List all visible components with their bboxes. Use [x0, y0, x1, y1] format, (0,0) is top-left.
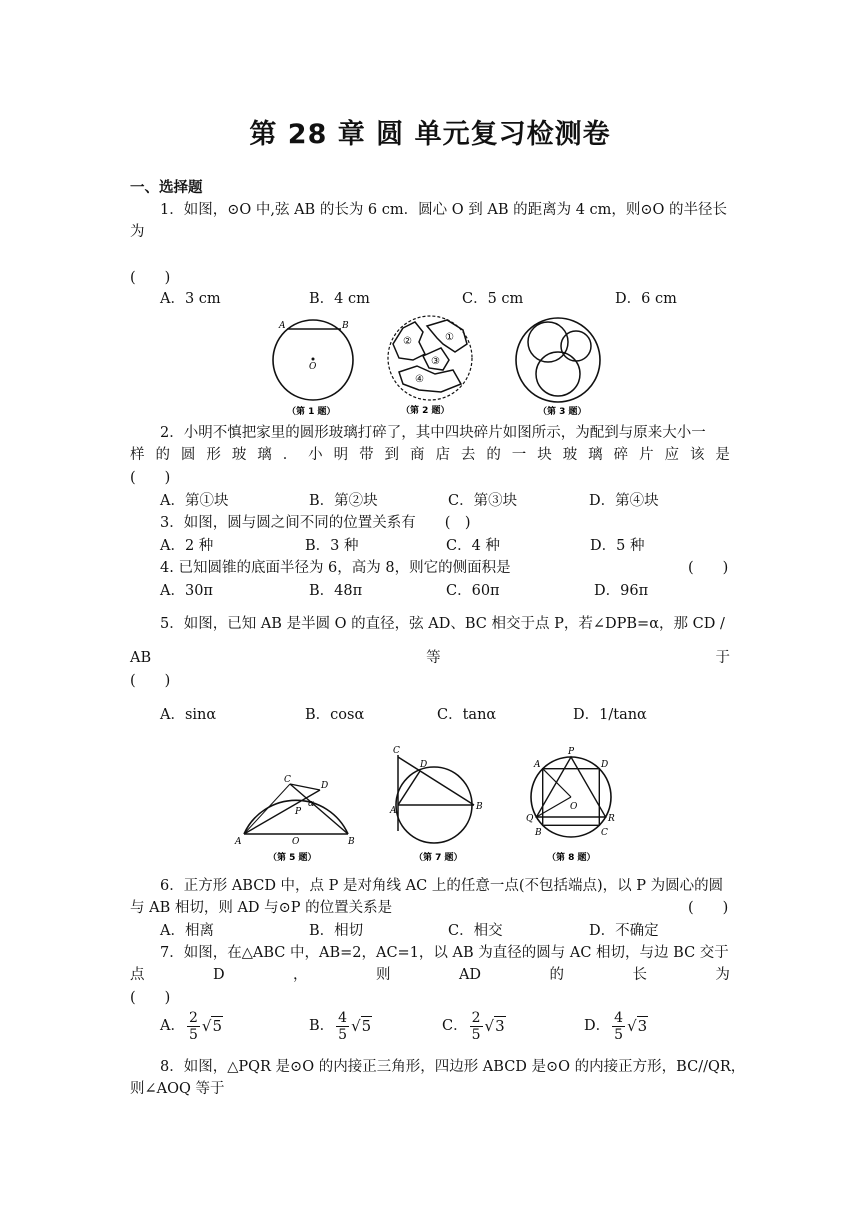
q3-option-b: B．3 种 — [305, 538, 359, 554]
fig2-piece-2: ② — [403, 336, 412, 347]
q7-word: 点 — [130, 967, 145, 983]
q5-word-deng: 等 — [426, 650, 441, 666]
figure-q1 — [265, 315, 365, 420]
q7-text-line2 — [130, 965, 730, 985]
q5-word-ab: AB — [130, 650, 152, 666]
fig5-label-o: O — [292, 837, 300, 847]
fig8-label-d: D — [601, 760, 609, 770]
q2-word: 形 — [206, 447, 221, 463]
q7-option-a: A． $\frac{2}{5}$ √5 — [160, 1009, 223, 1043]
q1-option-a: A．3 cm — [160, 291, 221, 307]
q7-word: D — [212, 967, 225, 983]
q1-option-c: C．5 cm — [462, 291, 524, 307]
fig7-label-a: A — [390, 806, 397, 816]
q7-word: AD — [458, 967, 482, 983]
q7-option-d: D． $\frac{4}{5}$ √3 — [584, 1009, 648, 1043]
q4-option-b: B．48π — [309, 583, 363, 599]
fig7-label-b: B — [476, 802, 483, 812]
q7-word: ， — [293, 967, 308, 983]
q5-option-a: A．sinα — [160, 707, 217, 723]
fig8-label-p: P — [568, 747, 575, 757]
q5-text-line2 — [130, 648, 730, 668]
fig5-label-b: B — [348, 837, 355, 847]
q8-text-line2: 则∠AOQ 等于 — [130, 1081, 225, 1097]
q2-word: 玻 — [231, 447, 247, 463]
q4-option-d: D．96π — [594, 583, 649, 599]
fig2-caption: （第 2 题） — [401, 406, 450, 416]
q2-word: 碎 — [613, 447, 629, 463]
q2-word: 一 — [511, 447, 527, 463]
q7-text-line1: 7．如图，在△ABC 中，AB=2，AC=1，以 AB 为直径的圆与 AC 相切，与边 BC 交于 — [160, 945, 729, 961]
fig8-caption: （第 8 题） — [547, 853, 596, 863]
q6-text-line2: 与 AB 相切，则 AD 与⊙P 的位置关系是 — [130, 900, 393, 916]
q1-option-b: B．4 cm — [309, 291, 370, 307]
q2-word: 到 — [384, 447, 400, 463]
q3-text: 3．如图，圆与圆之间不同的位置关系有 ( ) — [160, 515, 471, 531]
q2-word: 去 — [460, 447, 476, 463]
q6-text-line1: 6．正方形 ABCD 中，点 P 是对角线 AC 上的任意一点(不包括端点)，以 P 为圆心的圆 — [160, 878, 724, 894]
section-heading: 一、选择题 — [130, 180, 203, 196]
q2-word: 璃 — [257, 447, 272, 463]
q1-text-line1: 1．如图，⊙O 中,弦 AB 的长为 6 cm．圆心 O 到 AB 的距离为 4 cm，则⊙O 的半径长 — [160, 202, 728, 218]
q4-answer-paren: ( ) — [688, 560, 729, 576]
fig2-piece-1: ① — [445, 332, 454, 343]
q2-text-line1: 2．小明不慎把家里的圆形玻璃打碎了，其中四块碎片如图所示，为配到与原来大小一 — [160, 425, 706, 441]
fig8-label-a: A — [534, 760, 541, 770]
fig8-label-b: B — [535, 828, 542, 838]
q2-option-b: B．第②块 — [309, 493, 378, 509]
figure-q7 — [390, 745, 490, 865]
q6-answer-paren: ( ) — [688, 900, 729, 916]
q2-option-d: D．第④块 — [589, 493, 659, 509]
q2-word: 的 — [155, 447, 170, 463]
fig1-label-b: B — [342, 321, 349, 331]
q7-answer-paren: ( ) — [130, 990, 171, 1006]
q6-option-d: D．不确定 — [589, 923, 659, 939]
q1-answer-paren: ( ) — [130, 270, 171, 286]
q2-word: 圆 — [180, 447, 196, 463]
q5-option-d: D．1/tanα — [573, 707, 647, 723]
fig8-label-c: C — [601, 828, 608, 838]
q2-word: ． — [282, 447, 298, 463]
q6-option-c: C．相交 — [448, 923, 503, 939]
fig3-caption: （第 3 题） — [538, 407, 587, 417]
q2-word: 块 — [537, 447, 552, 463]
q4-option-c: C．60π — [446, 583, 500, 599]
fig8-label-o: O — [570, 802, 578, 812]
q5-answer-paren: ( ) — [130, 673, 171, 689]
q2-word: 应 — [664, 447, 680, 463]
q2-word: 店 — [435, 447, 450, 463]
q5-option-b: B．cosα — [305, 707, 365, 723]
q8-text-line1: 8．如图，△PQR 是⊙O 的内接正三角形，四边形 ABCD 是⊙O 的内接正方形，BC//QR， — [160, 1059, 746, 1075]
fig2-piece-3: ③ — [431, 356, 440, 367]
q2-word: 带 — [359, 447, 374, 463]
q2-word: 片 — [639, 447, 654, 463]
q7-word: 的 — [549, 967, 565, 983]
fig1-label-a: A — [279, 321, 286, 331]
q2-word: 明 — [333, 447, 349, 463]
fig2-piece-4: ④ — [415, 374, 424, 385]
fig5-label-c: C — [284, 775, 291, 785]
fig7-caption: （第 7 题） — [414, 853, 463, 863]
fig7-label-d: D — [420, 760, 428, 770]
q2-word: 样 — [130, 447, 145, 463]
q7-word: 长 — [632, 967, 647, 983]
q5-text-line1: 5．如图，已知 AB 是半圆 O 的直径，弦 AD、BC 相交于点 P，若∠DPB=α，那 CD / — [160, 616, 725, 632]
fig8-label-r: R — [608, 814, 615, 824]
q5-word-yu: 于 — [715, 650, 730, 666]
q2-word: 小 — [308, 447, 323, 463]
figure-q5 — [232, 770, 357, 865]
q6-option-a: A．相离 — [160, 923, 214, 939]
page-title: 第 28 章 圆 单元复习检测卷 — [249, 119, 611, 150]
q7-option-b: B． $\frac{4}{5}$ √5 — [309, 1009, 372, 1043]
fig5-label-a: A — [235, 837, 242, 847]
q7-word: 则 — [376, 967, 391, 983]
q7-word: 为 — [715, 967, 730, 983]
q3-option-a: A．2 种 — [160, 538, 214, 554]
fig8-label-q: Q — [526, 814, 534, 824]
fig1-caption: （第 1 题） — [287, 407, 336, 417]
q2-word: 的 — [486, 447, 501, 463]
q2-option-c: C．第③块 — [448, 493, 518, 509]
q2-word: 玻 — [562, 447, 578, 463]
q3-option-c: C．4 种 — [446, 538, 500, 554]
figure-q3 — [510, 312, 610, 420]
fig1-label-o: O — [309, 362, 317, 372]
fig5-caption: （第 5 题） — [268, 853, 317, 863]
q2-text-line2 — [130, 445, 730, 465]
q2-word: 是 — [715, 447, 730, 463]
q7-option-c: C． $\frac{2}{5}$ √3 — [442, 1009, 505, 1043]
q1-option-d: D．6 cm — [615, 291, 677, 307]
q4-option-a: A．30π — [160, 583, 213, 599]
fig5-label-p: P — [295, 807, 302, 817]
q5-option-c: C．tanα — [437, 707, 497, 723]
fig7-label-c: C — [393, 746, 400, 756]
q3-option-d: D．5 种 — [590, 538, 645, 554]
fig5-label-alpha: α — [308, 799, 315, 809]
figure-q2 — [385, 310, 485, 420]
q2-word: 璃 — [588, 447, 603, 463]
figure-q8 — [523, 745, 623, 865]
fig5-label-d: D — [321, 781, 329, 791]
q6-option-b: B．相切 — [309, 923, 364, 939]
q1-text-line2: 为 — [130, 224, 145, 240]
q4-text: 4. 已知圆锥的底面半径为 6，高为 8，则它的侧面积是 — [160, 560, 511, 576]
q2-option-a: A．第①块 — [160, 493, 229, 509]
q2-answer-paren: ( ) — [130, 470, 171, 486]
q2-word: 商 — [409, 447, 425, 463]
q2-word: 该 — [689, 447, 705, 463]
